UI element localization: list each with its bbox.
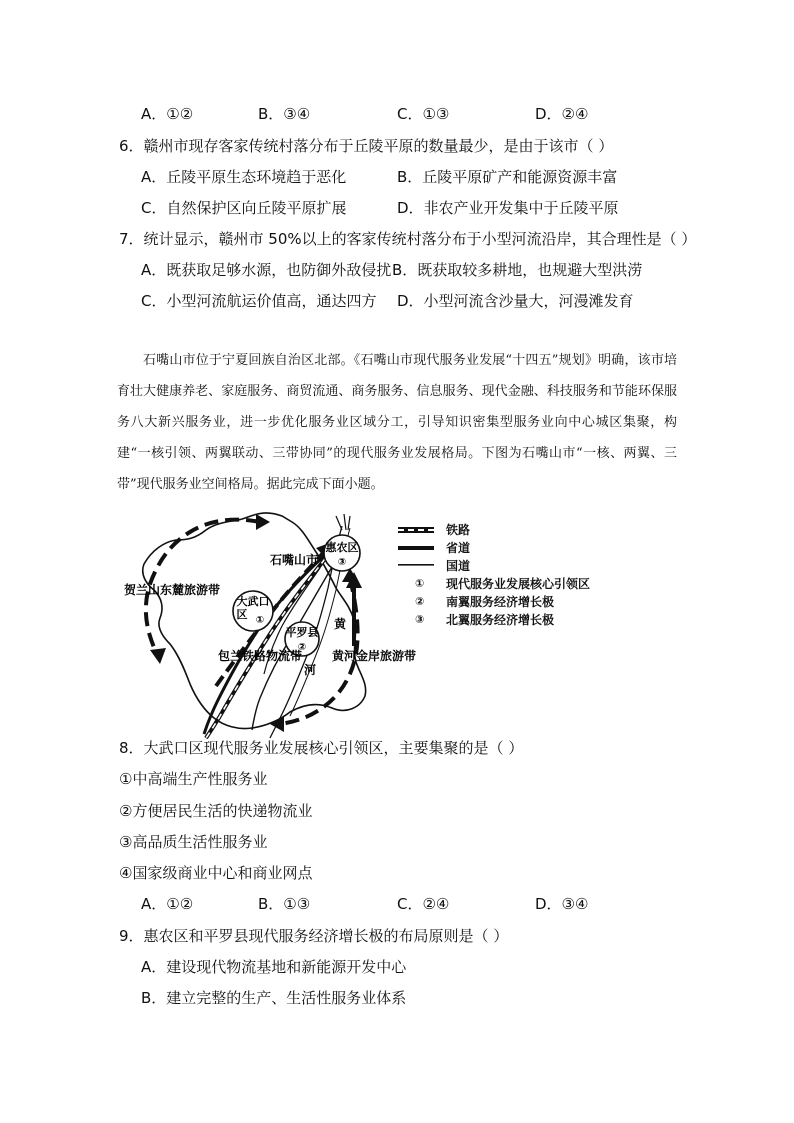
- legend-2-symbol: ②: [415, 595, 425, 608]
- legend-1-symbol: ①: [415, 577, 425, 590]
- q7-stem: 7．统计显示，赣州市 50%以上的客家传统村落分布于小型河流沿岸，其合理性是（ ）: [119, 230, 697, 248]
- q6-option-b: B．丘陵平原矿产和能源资源丰富: [397, 168, 618, 186]
- map-label-baolan: 包兰铁路物流带: [218, 649, 303, 663]
- q6-stem: 6．赣州市现存客家传统村落分布于丘陵平原的数量最少，是由于该市（ ）: [119, 137, 614, 155]
- q9-stem: 9．惠农区和平罗县现代服务经济增长极的布局原则是（ ）: [119, 927, 509, 945]
- q7-option-c: C．小型河流航运价值高，通达四方: [141, 292, 377, 310]
- q5-option-c: C．①③: [397, 105, 450, 123]
- q8-option-b: B．①③: [258, 895, 311, 913]
- legend-3-symbol: ③: [415, 613, 425, 626]
- q8-option-d: D．③④: [535, 895, 589, 913]
- q6-option-d: D．非农产业开发集中于丘陵平原: [397, 199, 619, 217]
- legend-1-label: 现代服务业发展核心引领区: [446, 577, 591, 591]
- q8-item-1: ①中高端生产性服务业: [119, 770, 268, 788]
- q8-option-c: C．②④: [397, 895, 450, 913]
- q9-option-b: B．建立完整的生产、生活性服务业体系: [141, 989, 407, 1007]
- map-label-helan: 贺兰山东麓旅游带: [124, 583, 221, 597]
- q8-item-2: ②方便居民生活的快递物流业: [119, 802, 313, 820]
- q5-option-b: B．③④: [258, 105, 311, 123]
- q8-stem: 8．大武口区现代服务业发展核心引领区，主要集聚的是（ ）: [119, 739, 524, 757]
- q6-option-a: A．丘陵平原生态环境趋于恶化: [141, 168, 347, 186]
- map-label-dawukou-2: 区: [236, 608, 248, 621]
- q7-option-d: D．小型河流含沙量大，河漫滩发育: [397, 292, 634, 310]
- legend-national-label: 国道: [446, 559, 471, 573]
- passage-text: 石嘴山市位于宁夏回族自治区北部。《石嘴山市现代服务业发展“十四五”规划》明确，该市培育壮大健康养老、家庭服务、商贸流通、商务服务、信息服务、现代金融、科技服务和节能环保服务八大新兴服务业，进一步优化服务业区域分工，引导知识密集型服务业向中心城区集聚，构建“一核引领、两翼联动、三带协同”的现代服务业发展格局。下图为石嘴山市“一核、两翼、三带”现代服务业空间格局。据此完成下面小题。: [117, 353, 677, 492]
- service-layout-map: [110, 508, 417, 738]
- legend-provincial-label: 省道: [446, 541, 471, 555]
- passage: [117, 345, 677, 500]
- legend-2-label: 南翼服务经济增长极: [446, 595, 555, 609]
- q6-option-c: C．自然保护区向丘陵平原扩展: [141, 199, 347, 217]
- q9-option-a: A．建设现代物流基地和新能源开发中心: [141, 958, 407, 976]
- map-label-pingluo-num: ②: [297, 642, 307, 653]
- helan-arrow-bottom: [150, 648, 166, 664]
- helan-arrow-top: [256, 514, 270, 530]
- map-label-river-1: 黄: [334, 617, 347, 631]
- legend-national-symbol: [398, 562, 434, 568]
- map-label-huinong: 惠农区: [325, 541, 359, 554]
- legend-3-label: 北翼服务经济增长极: [446, 613, 555, 627]
- map-label-huanghe-belt: 黄河金岸旅游带: [332, 649, 417, 663]
- q5-option-a: A．①②: [141, 105, 194, 123]
- legend-provincial-symbol: [398, 544, 434, 552]
- q7-option-a: A．既获取足够水源，也防御外敌侵扰: [141, 261, 392, 279]
- legend-railway-label: 铁路: [446, 523, 471, 537]
- q5-option-d: D．②④: [535, 105, 589, 123]
- map-label-dawukou-num: ①: [255, 615, 265, 626]
- q8-item-3: ③高品质生活性服务业: [119, 833, 268, 851]
- map-label-city: 石嘴山市: [270, 553, 319, 567]
- map-label-huinong-num: ③: [337, 557, 347, 568]
- huanghe-arrow-bottom: [270, 716, 284, 732]
- q8-item-4: ④国家级商业中心和商业网点: [119, 864, 313, 882]
- map-label-river-2: 河: [304, 663, 317, 677]
- map-label-pingluo: 平罗县: [285, 626, 319, 639]
- legend-railway-symbol: [398, 525, 434, 535]
- map-label-dawukou: 大武口: [236, 595, 270, 608]
- q8-option-a: A．①②: [141, 895, 194, 913]
- q7-option-b: B．既获取较多耕地，也规避大型洪涝: [392, 261, 643, 279]
